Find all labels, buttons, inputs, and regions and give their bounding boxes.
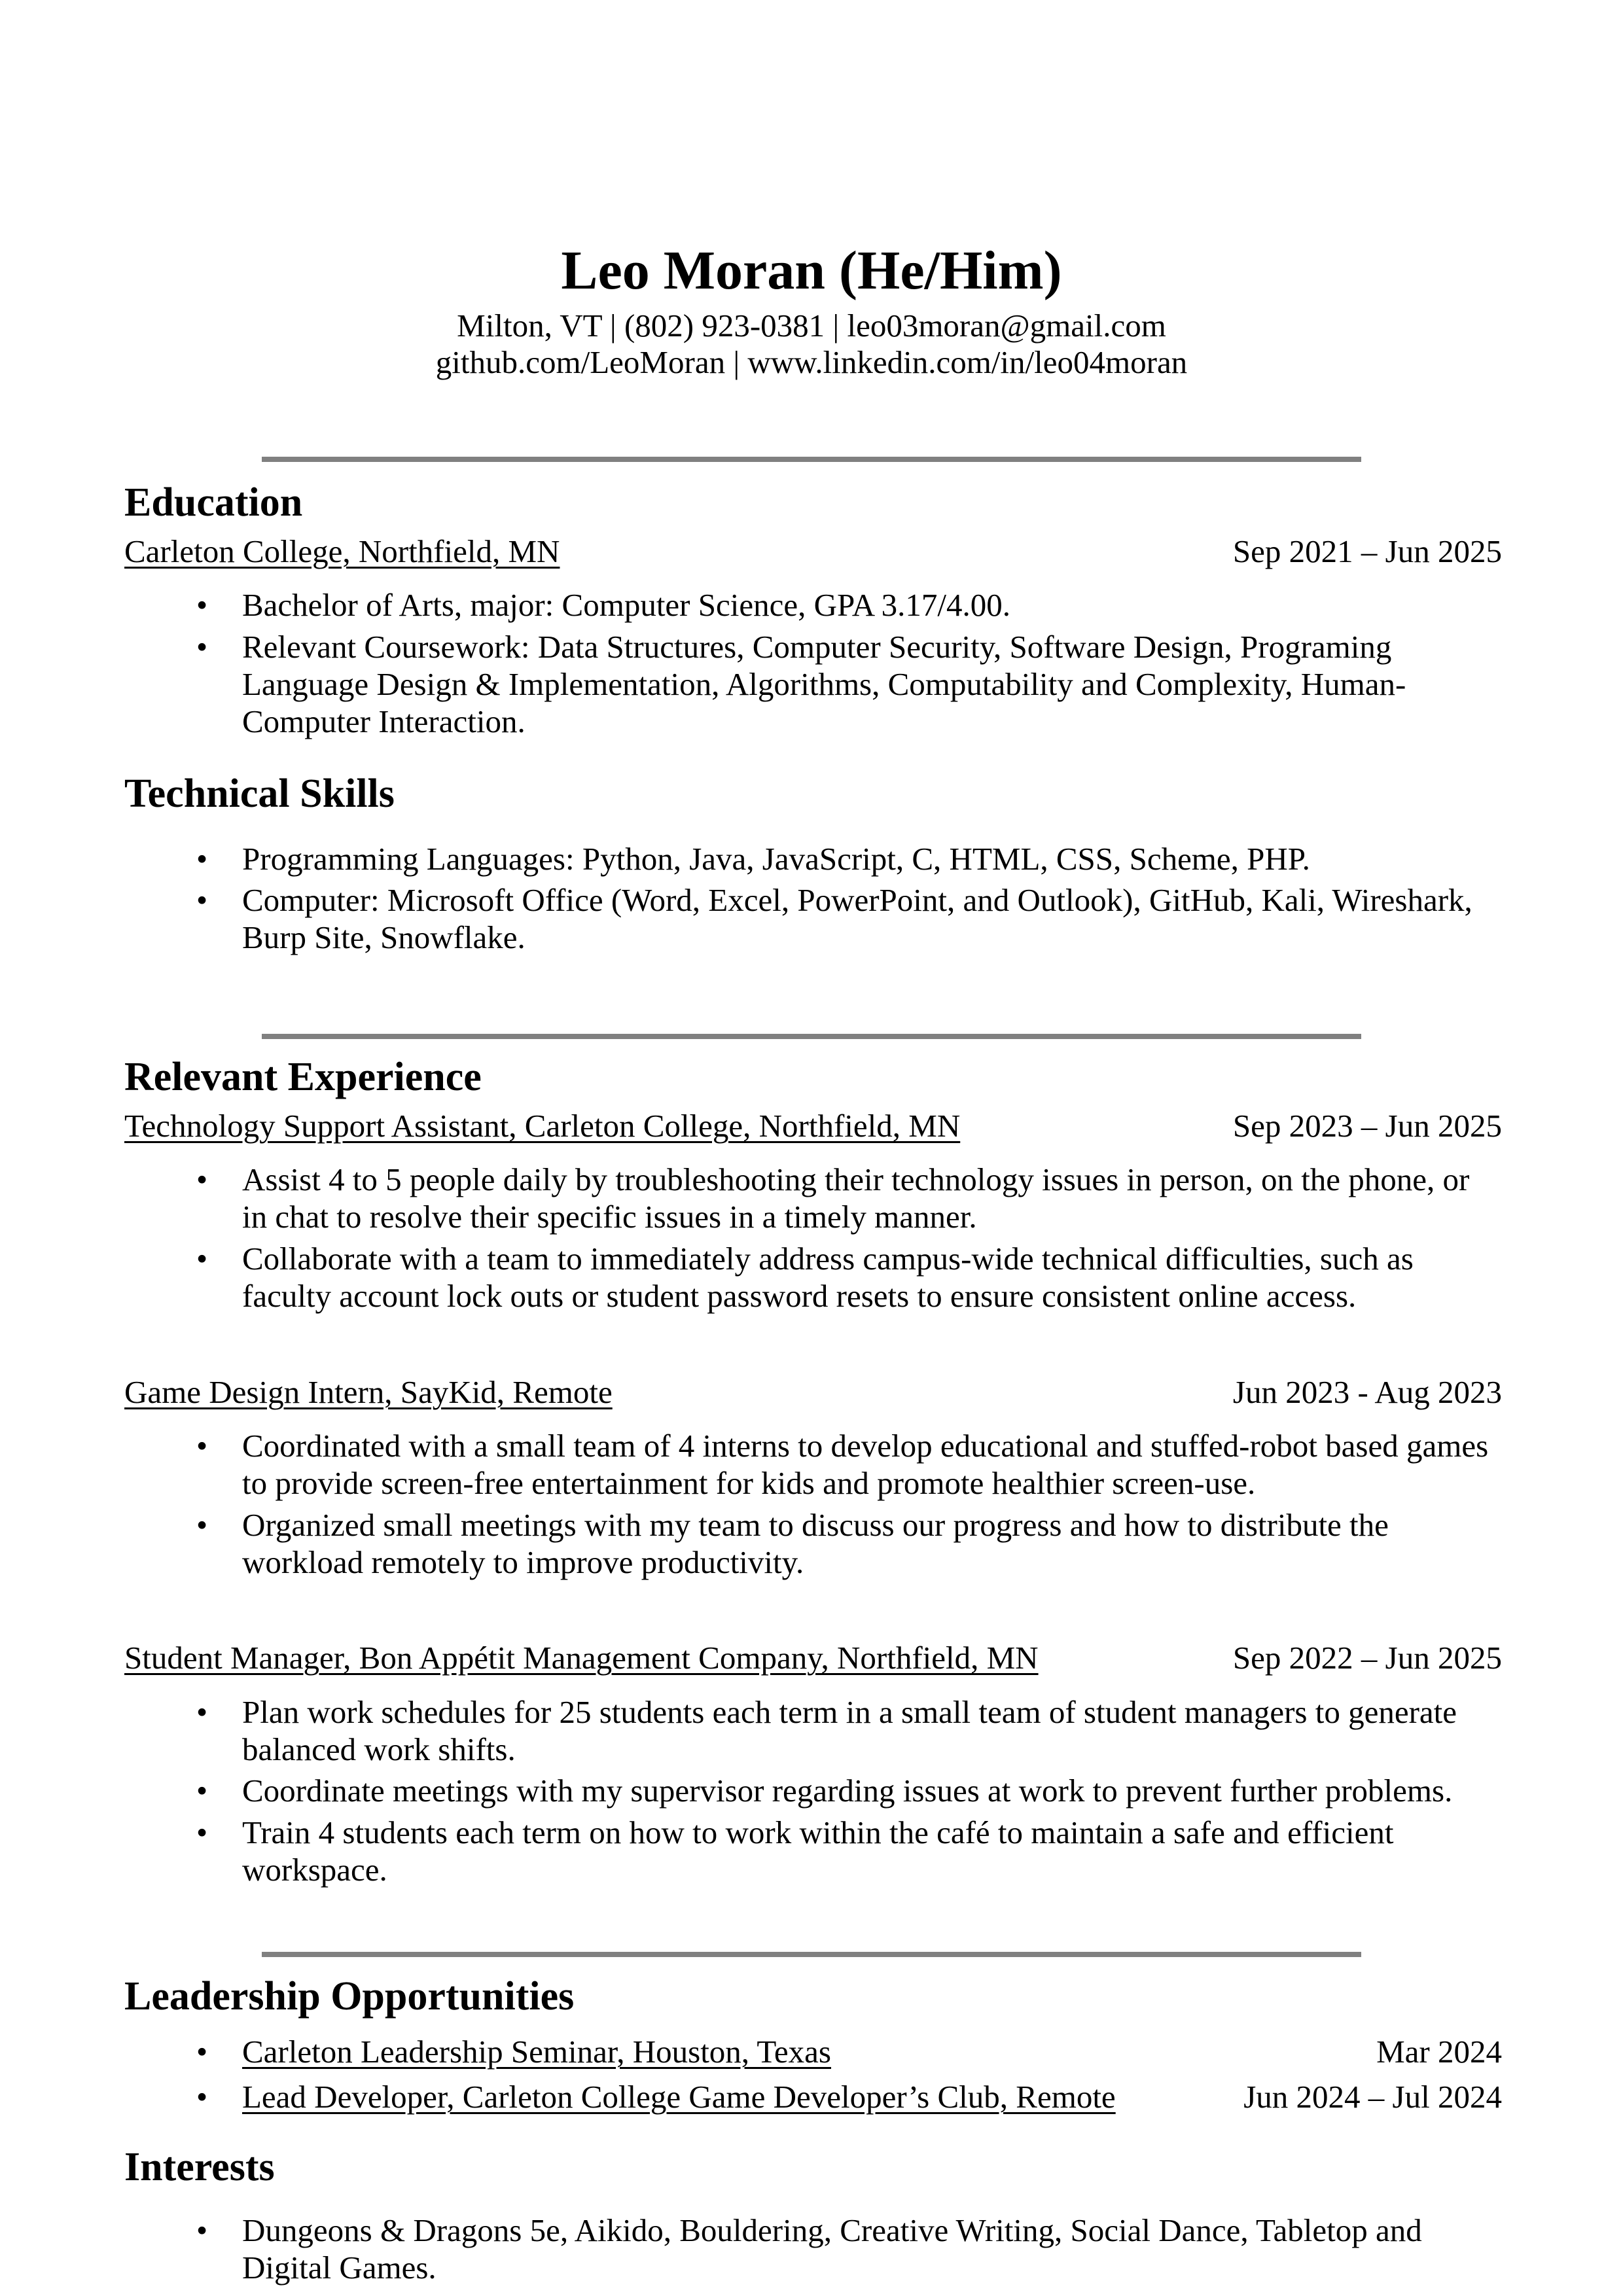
experience-bullet-list <box>124 1694 1502 1889</box>
bullet-item: • Coordinate meetings with my supervisor regarding issues at work to prevent further problems. <box>124 1773 1502 1810</box>
leadership-item <box>124 2034 1502 2071</box>
section-technical-skills <box>124 773 1502 957</box>
contact-line-1: Milton, VT | (802) 923-0381 | leo03moran@gmail.com <box>457 308 1166 344</box>
education-entry-row <box>124 533 1502 570</box>
experience-title: Game Design Intern, SayKid, Remote <box>124 1373 613 1410</box>
experience-bullet-list <box>124 1428 1502 1581</box>
bullet-item: • Collaborate with a team to immediately address campus-wide technical difficulties, such as faculty account lock outs or student password resets to ensure consistent online access. <box>124 1241 1502 1315</box>
contact-line-2: github.com/LeoMoran | www.linkedin.com/in/leo04moran <box>435 344 1188 380</box>
bullet-item: • Programming Languages: Python, Java, JavaScript, C, HTML, CSS, Scheme, PHP. <box>124 841 1502 878</box>
bullet-item: • Organized small meetings with my team to discuss our progress and how to distribute the workload remotely to improve productivity. <box>124 1507 1502 1581</box>
leadership-item-dates: Jun 2024 – Jul 2024 <box>1243 2078 1502 2115</box>
candidate-name: Leo Moran (He/Him) <box>561 240 1062 301</box>
experience-entry <box>124 1374 1502 1581</box>
experience-entry-row <box>124 1640 1502 1676</box>
education-dates: Sep 2021 – Jun 2025 <box>1232 533 1502 569</box>
bullet-item: • Dungeons & Dragons 5e, Aikido, Bouldering, Creative Writing, Social Dance, Tabletop and Digital Games. <box>124 2212 1502 2287</box>
experience-dates: Sep 2023 – Jun 2025 <box>1232 1108 1502 1144</box>
leadership-item <box>124 2079 1502 2116</box>
bullet-item: • Coordinated with a small team of 4 interns to develop educational and stuffed-robot based games to provide screen-free entertainment for kids and promote healthier screen-use. <box>124 1428 1502 1502</box>
leadership-heading: Leadership Opportunities <box>124 1973 575 2019</box>
section-divider <box>262 1034 1361 1039</box>
section-relevant-experience <box>124 1056 1502 1889</box>
technical-skills-heading: Technical Skills <box>124 771 395 817</box>
experience-title: Student Manager, Bon Appétit Management Company, Northfield, MN <box>124 1640 1039 1676</box>
bullet-item: • Plan work schedules for 25 students each term in a small team of student managers to generate balanced work shifts. <box>124 1694 1502 1769</box>
experience-title: Technology Support Assistant, Carleton College, Northfield, MN <box>124 1108 961 1144</box>
experience-entry-row <box>124 1374 1502 1411</box>
education-school: Carleton College, Northfield, MN <box>124 533 560 569</box>
leadership-item-title: • Lead Developer, Carleton College Game Developer’s Club, Remote <box>242 2078 1116 2115</box>
experience-entry <box>124 1108 1502 1315</box>
experience-entry <box>124 1640 1502 1888</box>
bullet-item: • Computer: Microsoft Office (Word, Excel, PowerPoint, and Outlook), GitHub, Kali, Wireshark, Burp Site, Snowflake. <box>124 882 1502 957</box>
section-divider <box>262 1952 1361 1957</box>
bullet-item: • Train 4 students each term on how to work within the café to maintain a safe and efficient workspace. <box>124 1814 1502 1889</box>
education-bullet-list <box>124 587 1502 740</box>
bullet-item: • Bachelor of Arts, major: Computer Science, GPA 3.17/4.00. <box>124 587 1502 624</box>
leadership-bullet-list <box>124 2034 1502 2116</box>
interests-heading: Interests <box>124 2144 275 2189</box>
section-interests <box>124 2146 1502 2287</box>
resume-header <box>0 0 1623 381</box>
experience-bullet-list <box>124 1161 1502 1315</box>
relevant-experience-heading: Relevant Experience <box>124 1055 482 1100</box>
interests-bullet-list <box>124 2212 1502 2287</box>
technical-skills-bullet-list <box>124 841 1502 957</box>
experience-dates: Jun 2023 - Aug 2023 <box>1232 1373 1502 1410</box>
leadership-item-title: • Carleton Leadership Seminar, Houston, Texas <box>242 2034 831 2070</box>
leadership-item-dates: Mar 2024 <box>1376 2034 1502 2070</box>
section-education <box>124 482 1502 741</box>
section-leadership <box>124 1975 1502 2116</box>
bullet-item: • Assist 4 to 5 people daily by troubleshooting their technology issues in person, on the phone, or in chat to resolve their specific issues in a timely manner. <box>124 1161 1502 1236</box>
experience-entry-row <box>124 1108 1502 1144</box>
education-heading: Education <box>124 480 303 525</box>
bullet-item: • Relevant Coursework: Data Structures, Computer Security, Software Design, Programing Language Design & Implementation, Algorithms, Computability and Complexity, Human-Computer Interaction. <box>124 629 1502 740</box>
experience-dates: Sep 2022 – Jun 2025 <box>1232 1640 1502 1676</box>
section-divider <box>262 457 1361 462</box>
